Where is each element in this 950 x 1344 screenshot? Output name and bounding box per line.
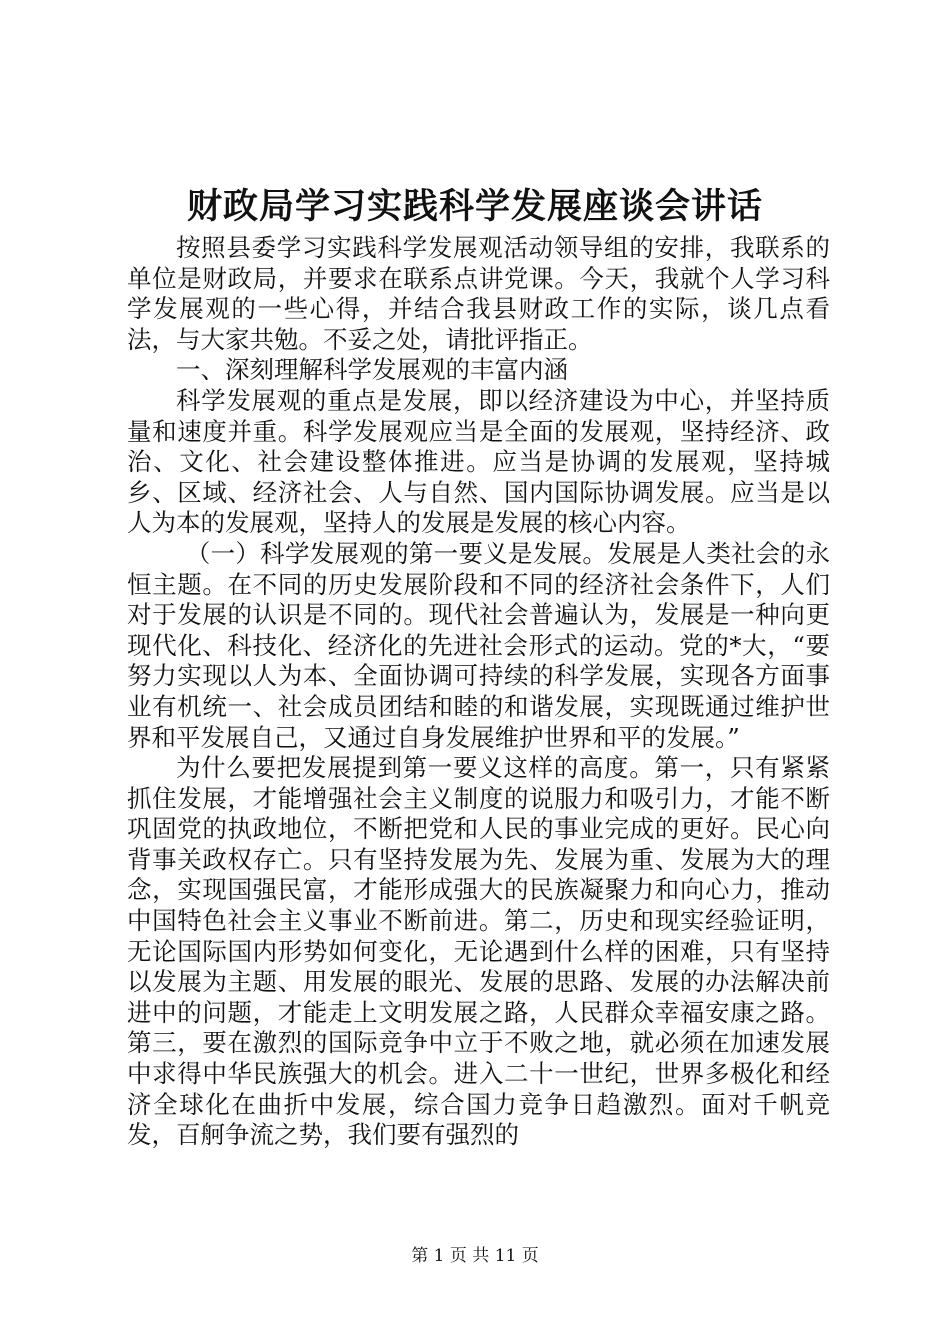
document-title: 财政局学习实践科学发展座谈会讲话 [186,186,763,227]
paragraph-why-development: 为什么要把发展提到第一要义这样的高度。第一，只有紧紧抓住发展，才能增强社会主义制度的说服力和吸引力，才能不断巩固党的执政地位，不断把党和人民的事业完成的更好。民心向背事关政权存亡。只有坚持发展为先、发展为重、发展为大的理念，实现国强民富，才能形成强大的民族凝聚力和向心力，推动中国特色社会主义事业不断前进。第二，历史和现实经验证明，无论国际国内形势如何变化，无论遇到什么样的困难，只有坚持以发展为主题、用发展的眼光、发展的思路、发展的办法解决前进中的问题，才能走上文明发展之路，人民群众幸福安康之路。第三，要在激烈的国际竞争中立于不败之地，就必须在加速发展中求得中华民族强大的机会。进入二十一世纪，世界多极化和经济全球化在曲折中发展，综合国力竞争日趋激烈。面对千帆竞发，百舸争流之势，我们要有强烈的 [127,753,830,1150]
document-body [127,233,830,1151]
section-heading-1: 一、深刻理解科学发展观的丰富内涵 [176,355,568,385]
paragraph-intro: 按照县委学习实践科学发展观活动领导组的安排，我联系的单位是财政局，并要求在联系点讲党课。今天，我就个人学习科学发展观的一些心得，并结合我县财政工作的实际，谈几点看法，与大家共勉。不妥之处，请批评指正。 [127,233,830,354]
paragraph-subsection-1: （一）科学发展观的第一要义是发展。发展是人类社会的永恒主题。在不同的历史发展阶段和不同的经济社会条件下，人们对于发展的认识是不同的。现代社会普遍认为，发展是一种向更现代化、科技化、经济化的先进社会形式的运动。党的*大，“要努力实现以人为本、全面协调可持续的科学发展，实现各方面事业有机统一、社会成员团结和睦的和谐发展，实现既通过维护世界和平发展自己，又通过自身发展维护世界和平的发展。” [127,538,830,752]
paragraph-overview: 科学发展观的重点是发展，即以经济建设为中心，并坚持质量和速度并重。科学发展观应当是全面的发展观，坚持经济、政治、文化、社会建设整体推进。应当是协调的发展观，坚持城乡、区域、经济社会、人与自然、国内国际协调发展。应当是以人为本的发展观，坚持人的发展是发展的核心内容。 [127,385,830,538]
page-footer: 第 1 页 共 11 页 [411,1246,539,1266]
